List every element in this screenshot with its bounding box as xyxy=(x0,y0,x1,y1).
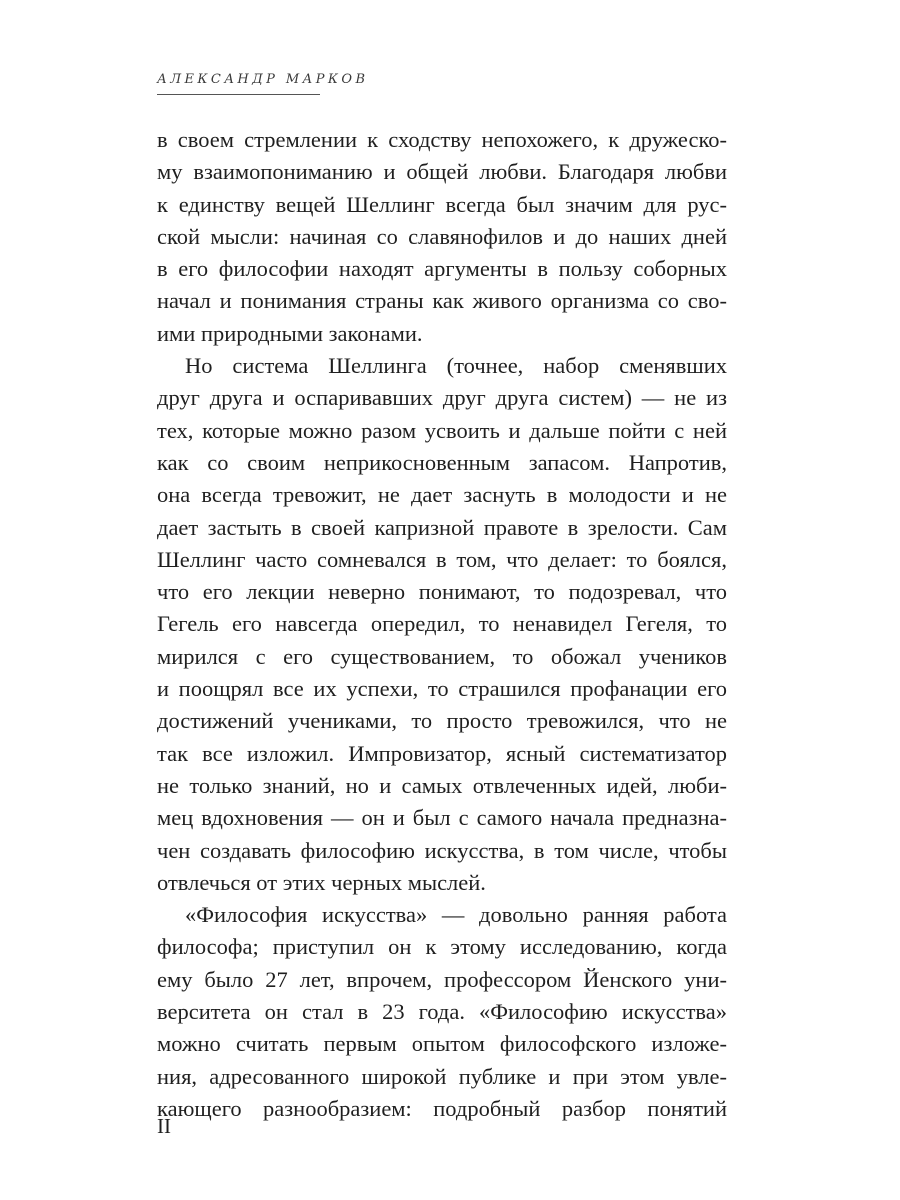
text-line: тех, которые можно разом усвоить и дальше пойти с ней xyxy=(157,417,727,443)
text-line: в его философии находят аргументы в пользу соборных xyxy=(157,256,727,282)
text-line: так все изложил. Импровизатор, ясный систематизатор xyxy=(157,740,727,766)
text-line: «Философия искусства» — довольно ранняя работа xyxy=(185,902,727,928)
text-line: начал и понимания страны как живого организма со сво- xyxy=(157,288,727,314)
text-line: ния, адресованного широкой публике и при этом увле- xyxy=(157,1063,727,1089)
text-line: можно считать первым опытом философского изложе- xyxy=(157,1031,727,1057)
page-number: II xyxy=(157,1114,171,1138)
text-line: ими природными законами. xyxy=(157,320,423,346)
text-line: отвлечься от этих черных мыслей. xyxy=(157,869,486,895)
text-line: ской мысли: начиная со славянофилов и до наших дней xyxy=(157,223,727,249)
text-line: Но система Шеллинга (точнее, набор сменявших xyxy=(185,353,727,379)
text-line: дает застыть в своей капризной правоте в зрелости. Сам xyxy=(157,514,727,540)
text-line: мец вдохновения — он и был с самого начала предназна- xyxy=(157,805,727,831)
text-line: мирился с его существованием, то обожал учеников xyxy=(157,643,727,669)
text-line: как со своим неприкосновенным запасом. Напротив, xyxy=(157,449,727,475)
text-line: Гегель его навсегда опередил, то ненавидел Гегеля, то xyxy=(157,611,727,637)
text-line: что его лекции неверно понимают, то подозревал, что xyxy=(157,579,727,605)
text-line: му взаимопониманию и общей любви. Благодаря любви xyxy=(157,159,727,185)
running-head: АЛЕКСАНДР МАРКОВ xyxy=(157,72,320,95)
text-line: верситета он стал в 23 года. «Философию искусства» xyxy=(157,999,727,1025)
text-line: она всегда тревожит, не дает заснуть в молодости и не xyxy=(157,482,727,508)
text-line: в своем стремлении к сходству непохожего, к дружеско- xyxy=(157,127,727,152)
text-line: Шеллинг часто сомневался в том, что делает: то боялся, xyxy=(157,546,727,572)
text-line: к единству вещей Шеллинг всегда был значим для рус- xyxy=(157,191,727,217)
text-line: друг друга и оспаривавших друг друга систем) — не из xyxy=(157,385,727,411)
text-line: философа; приступил он к этому исследованию, когда xyxy=(157,934,727,960)
text-line: и поощрял все их успехи, то страшился профанации его xyxy=(157,676,727,702)
text-line: кающего разнообразием: подробный разбор понятий xyxy=(157,1095,727,1121)
text-line: достижений учениками, то просто тревожился, что не xyxy=(157,708,727,734)
text-line: чен создавать философию искусства, в том числе, чтобы xyxy=(157,837,727,863)
body-text xyxy=(157,124,727,1125)
text-line: не только знаний, но и самых отвлеченных идей, люби- xyxy=(157,772,727,798)
text-line: ему было 27 лет, впрочем, профессором Йенского уни- xyxy=(157,966,727,992)
